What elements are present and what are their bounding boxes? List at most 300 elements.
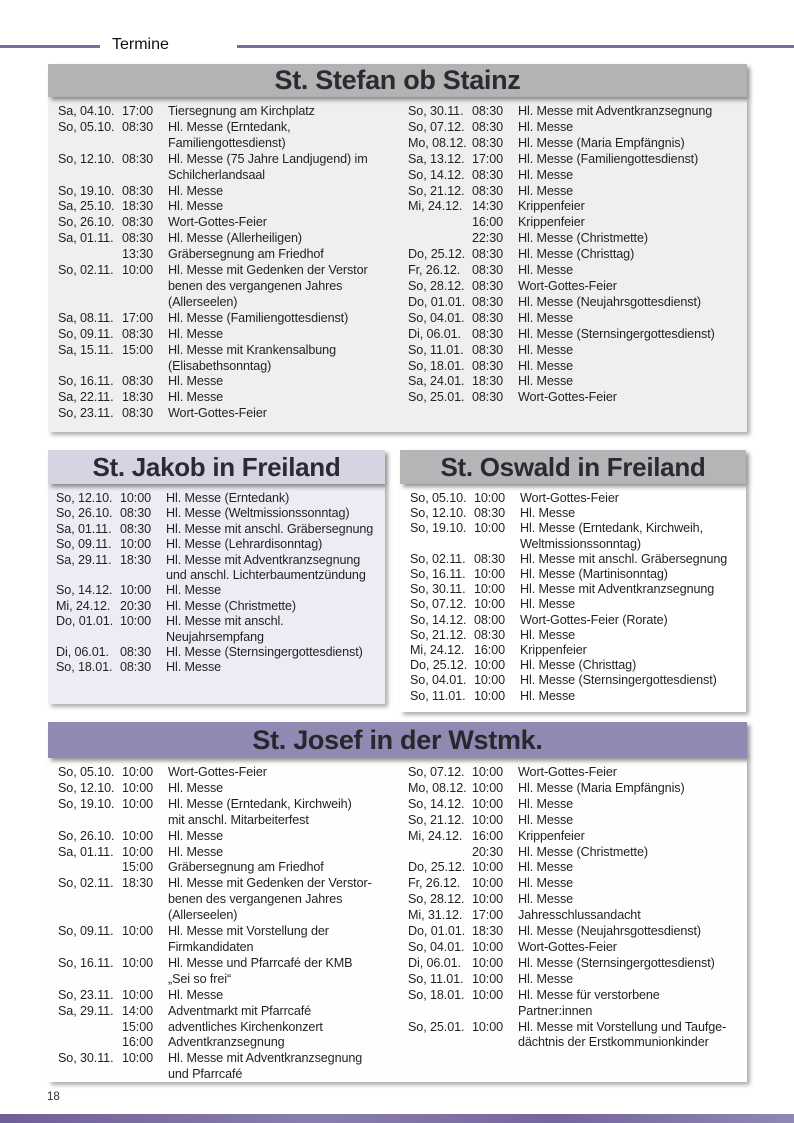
schedule-row (408, 359, 742, 375)
schedule-row (58, 199, 394, 215)
event-time: 10:00 (472, 796, 504, 811)
schedule-row (58, 295, 394, 311)
event-time: 10:00 (120, 583, 152, 598)
event-time: 10:00 (122, 263, 154, 278)
event-time: 17:00 (122, 104, 154, 118)
event-date: So, 21.12. (408, 812, 465, 827)
event-description: Hl. Messe (Familiengottesdienst) (518, 151, 699, 166)
schedule-row (58, 876, 394, 892)
event-date: Fr, 26.12. (408, 263, 461, 278)
event-date (58, 813, 122, 829)
schedule-row (58, 311, 394, 327)
event-date: So, 21.12. (410, 627, 467, 642)
event-time: 08:30 (472, 390, 504, 405)
event-date: So, 12.10. (56, 491, 113, 505)
event-date: Mi, 24.12. (56, 598, 111, 613)
section-title-st-stefan: St. Stefan ob Stainz (48, 64, 747, 97)
schedule-row (408, 247, 742, 263)
schedule-row (58, 988, 394, 1004)
event-date: Sa, 01.11. (56, 521, 112, 536)
schedule-row (58, 908, 394, 924)
schedule-row (410, 567, 742, 582)
schedule-row (408, 988, 742, 1004)
event-date: So, 07.12. (408, 119, 465, 134)
event-date: Do, 01.01. (56, 614, 114, 629)
event-date: So, 12.10. (58, 151, 115, 166)
schedule-row (408, 136, 742, 152)
schedule-row (58, 343, 394, 359)
event-description: Hl. Messe (518, 263, 574, 278)
schedule-row (58, 829, 394, 845)
event-date: So, 07.12. (410, 597, 467, 612)
event-description: dächtnis der Erstkommunionkinder (518, 1035, 709, 1050)
schedule-row (58, 972, 394, 988)
event-description: Hl. Messe mit Adventkranzsegnung (168, 1051, 363, 1066)
page-section-title: Termine (112, 36, 169, 53)
schedule-row (410, 506, 742, 521)
event-time: 08:30 (120, 506, 152, 521)
event-time: 16:00 (472, 215, 504, 230)
schedule-row (58, 247, 394, 263)
schedule-row (56, 491, 380, 506)
event-date: So, 05.10. (58, 119, 115, 134)
schedule-row (58, 374, 394, 390)
event-time: 08:30 (474, 627, 506, 642)
event-date (58, 1067, 122, 1083)
event-date: So, 28.12. (408, 278, 465, 293)
event-time: 16:00 (122, 1035, 154, 1050)
event-date: Mi, 24.12. (410, 643, 465, 658)
event-date: So, 02.11. (58, 263, 114, 278)
schedule-row (410, 597, 742, 612)
event-description: Hl. Messe (Neujahrsgottesdienst) (518, 294, 701, 309)
event-date: Mi, 31.12. (408, 908, 463, 923)
event-time: 08:30 (122, 151, 154, 166)
event-time: 17:00 (122, 310, 154, 325)
schedule-row (58, 152, 394, 168)
schedule-row (408, 215, 742, 231)
event-time (122, 359, 168, 375)
event-time: 08:30 (120, 645, 152, 660)
event-description: Hl. Messe mit Vorstellung der (168, 924, 329, 939)
schedule-row (408, 1020, 742, 1036)
schedule-row (410, 673, 742, 688)
event-time: 18:30 (472, 374, 504, 389)
event-date: So, 05.10. (58, 765, 115, 779)
event-date: So, 12.10. (58, 780, 115, 795)
event-description: Gräbersegnung am Friedhof (168, 860, 324, 875)
event-time: 10:00 (122, 987, 154, 1002)
section-title-st-oswald: St. Oswald in Freiland (400, 450, 746, 484)
schedule-row (408, 924, 742, 940)
event-date: So, 09.11. (56, 537, 112, 552)
event-time: 10:00 (122, 828, 154, 843)
schedule-row (408, 876, 742, 892)
event-time: 08:30 (472, 167, 504, 182)
event-description: Hl. Messe mit Adventkranzsegnung (518, 104, 713, 118)
event-time: 10:00 (474, 582, 506, 597)
event-date (408, 231, 472, 247)
schedule-row (56, 660, 380, 675)
schedule-row (58, 231, 394, 247)
event-description: Firmkandidaten (168, 939, 254, 954)
schedule-row (58, 781, 394, 797)
event-time: 10:00 (472, 876, 504, 891)
header-rule-left (0, 45, 100, 48)
event-description: Krippenfeier (518, 828, 585, 843)
event-description: Tiersegnung am Kirchplatz (168, 104, 315, 118)
event-description: Hl. Messe (520, 688, 576, 703)
event-description: Hl. Messe (Erntedank, (168, 119, 291, 134)
event-time (122, 813, 168, 829)
event-time (122, 136, 168, 152)
event-date: Sa, 04.10. (58, 104, 115, 118)
event-time: 08:30 (122, 231, 154, 246)
event-description: Hl. Messe (Christmette) (518, 231, 648, 246)
schedule-row (408, 829, 742, 845)
event-description: Wort-Gottes-Feier (Rorate) (520, 612, 668, 627)
event-time: 08:30 (472, 263, 504, 278)
event-description: Hl. Messe (168, 390, 224, 405)
event-time (122, 279, 168, 295)
schedule-row (58, 797, 394, 813)
event-time: 08:30 (472, 183, 504, 198)
event-time: 15:00 (122, 1019, 154, 1034)
event-time (122, 972, 168, 988)
event-description: Hl. Messe (518, 971, 574, 986)
event-time: 10:00 (472, 892, 504, 907)
event-date: Mo, 08.12. (408, 135, 467, 150)
event-date (58, 940, 122, 956)
section-title-st-josef: St. Josef in der Wstmk. (48, 722, 747, 758)
event-time: 10:00 (122, 955, 154, 970)
schedule-column (410, 491, 742, 704)
schedule-row (410, 537, 742, 552)
event-description: Hl. Messe mit Gedenken der Verstor- (168, 876, 372, 891)
event-description: (Elisabethsonntag) (168, 358, 272, 373)
event-date: So, 04.01. (408, 310, 465, 325)
event-date: So, 14.12. (408, 796, 465, 811)
schedule-row (408, 104, 742, 120)
schedule-row (58, 1035, 394, 1051)
schedule-column-left (58, 104, 394, 422)
schedule-row (408, 781, 742, 797)
event-description: Hl. Messe (Lehrardisonntag) (166, 537, 323, 552)
event-date: So, 09.11. (58, 924, 114, 939)
event-date (408, 215, 472, 231)
event-date: Do, 01.01. (408, 294, 466, 309)
event-description: Wort-Gottes-Feier (520, 491, 619, 505)
schedule-row (408, 295, 742, 311)
event-date: So, 05.10. (410, 491, 467, 505)
event-date: Sa, 13.12. (408, 151, 465, 166)
event-description: Gräbersegnung am Friedhof (168, 247, 324, 262)
event-time: 08:30 (122, 183, 154, 198)
event-date (58, 295, 122, 311)
event-description: benen des vergangenen Jahres (168, 278, 343, 293)
event-time: 10:00 (122, 1051, 154, 1066)
schedule-row (408, 1004, 742, 1020)
schedule-row (408, 845, 742, 861)
event-time: 20:30 (472, 844, 504, 859)
event-description: Hl. Messe (518, 119, 574, 134)
event-description: Hl. Messe (168, 844, 224, 859)
event-date: So, 30.11. (58, 1051, 114, 1066)
event-date: So, 04.01. (410, 673, 467, 688)
event-description: Hl. Messe (Christmette) (166, 598, 296, 613)
event-description: Hl. Messe (Allerheiligen) (168, 231, 302, 246)
schedule-row (58, 892, 394, 908)
schedule-row (56, 553, 380, 568)
event-date: Do, 01.01. (408, 924, 466, 939)
event-time: 08:30 (474, 506, 506, 521)
schedule-row (58, 184, 394, 200)
event-date: So, 04.01. (408, 939, 465, 954)
schedule-row (58, 845, 394, 861)
schedule-row (58, 956, 394, 972)
event-description: Hl. Messe (168, 199, 224, 214)
event-date (58, 279, 122, 295)
event-description: benen des vergangenen Jahres (168, 892, 343, 907)
section-body-st-oswald (400, 484, 746, 712)
event-date: So, 23.11. (58, 406, 114, 421)
event-date: So, 19.10. (58, 183, 115, 198)
event-description: Hl. Messe (518, 796, 574, 811)
section-st-josef (48, 722, 747, 1082)
event-time: 17:00 (472, 908, 504, 923)
header-rule-right (237, 45, 794, 48)
schedule-row (56, 599, 380, 614)
event-time: 10:00 (122, 844, 154, 859)
event-date: So, 23.11. (58, 987, 114, 1002)
schedule-row (408, 231, 742, 247)
event-time: 14:30 (472, 199, 504, 214)
event-date: Mi, 24.12. (408, 828, 463, 843)
schedule-column-left (58, 765, 394, 1083)
event-time: 08:30 (472, 119, 504, 134)
event-description: (Allerseelen) (168, 908, 238, 923)
event-description: Hl. Messe (518, 358, 574, 373)
event-date: So, 30.11. (408, 104, 464, 118)
event-date: So, 14.12. (56, 583, 113, 598)
event-time: 08:30 (472, 294, 504, 309)
event-description: Hl. Messe (518, 876, 574, 891)
event-date (56, 630, 120, 645)
schedule-row (410, 552, 742, 567)
event-time: 10:00 (472, 812, 504, 827)
event-date (410, 537, 474, 552)
event-time: 18:30 (472, 924, 504, 939)
schedule-row (408, 168, 742, 184)
event-description: Hl. Messe (Christtag) (518, 247, 635, 262)
event-description: Hl. Messe und Pfarrcafé der KMB (168, 955, 353, 970)
event-date: So, 12.10. (410, 506, 467, 521)
event-description: Hl. Messe (166, 583, 222, 598)
schedule-row (58, 924, 394, 940)
event-time: 15:00 (122, 860, 154, 875)
event-time: 08:30 (122, 326, 154, 341)
event-time: 10:00 (122, 780, 154, 795)
event-time: 13:30 (122, 247, 154, 262)
event-date: So, 02.11. (410, 551, 466, 566)
event-time: 08:30 (472, 342, 504, 357)
event-time: 10:00 (472, 955, 504, 970)
event-description: Hl. Messe (168, 780, 224, 795)
event-date: Sa, 22.11. (58, 390, 114, 405)
event-date: Do, 25.12. (408, 247, 466, 262)
event-description: Hl. Messe (Martinisonntag) (520, 567, 668, 582)
event-description: Hl. Messe (520, 597, 576, 612)
event-date: Mo, 08.12. (408, 780, 467, 795)
event-description: Hl. Messe (520, 506, 576, 521)
event-description: Hl. Messe (Familiengottesdienst) (168, 310, 349, 325)
event-date: So, 07.12. (408, 765, 465, 779)
schedule-row (410, 689, 742, 704)
schedule-row (408, 184, 742, 200)
schedule-row (408, 908, 742, 924)
event-description: Hl. Messe (Erntedank, Kirchweih) (168, 796, 352, 811)
event-description: Hl. Messe mit Vorstellung und Taufge- (518, 1019, 727, 1034)
event-description: Krippenfeier (518, 199, 585, 214)
event-description: Hl. Messe (520, 627, 576, 642)
event-time (122, 908, 168, 924)
event-time: 08:30 (472, 278, 504, 293)
event-time: 10:00 (474, 567, 506, 582)
schedule-column-right (408, 104, 742, 406)
event-description: Hl. Messe (75 Jahre Landjugend) im (168, 151, 368, 166)
schedule-row (56, 568, 380, 583)
schedule-row (408, 327, 742, 343)
schedule-row (408, 797, 742, 813)
event-description: Hl. Messe (518, 812, 574, 827)
event-date: So, 16.11. (58, 955, 114, 970)
event-description: Krippenfeier (520, 643, 587, 658)
event-date: Sa, 01.11. (58, 844, 114, 859)
event-time: 16:00 (472, 828, 504, 843)
event-time (122, 892, 168, 908)
event-time: 10:00 (474, 673, 506, 688)
schedule-row (408, 343, 742, 359)
event-description: Hl. Messe (168, 183, 224, 198)
schedule-row (410, 658, 742, 673)
event-description: Hl. Messe (Erntedank) (166, 491, 290, 505)
event-date: So, 18.01. (408, 358, 465, 373)
event-date: Di, 06.01. (56, 645, 109, 660)
event-time (472, 1035, 518, 1051)
event-date: So, 16.11. (410, 567, 466, 582)
event-date: Sa, 15.11. (58, 342, 114, 357)
event-date (58, 892, 122, 908)
event-description: Hl. Messe (166, 660, 222, 675)
event-date: So, 09.11. (58, 326, 114, 341)
schedule-row (408, 263, 742, 279)
event-date: Sa, 01.11. (58, 231, 114, 246)
event-description: Hl. Messe (Weltmissionssonntag) (166, 506, 350, 521)
event-time: 08:00 (474, 612, 506, 627)
event-date: So, 14.12. (408, 167, 465, 182)
event-description: Wort-Gottes-Feier (168, 765, 267, 779)
event-time: 10:00 (122, 796, 154, 811)
event-date: So, 26.10. (58, 828, 115, 843)
event-date (58, 1020, 122, 1036)
event-time: 08:30 (120, 660, 152, 675)
event-description: Hl. Messe (Sternsingergottesdienst) (518, 955, 715, 970)
event-description: Hl. Messe (168, 987, 224, 1002)
event-time: 08:30 (472, 247, 504, 262)
event-description: Krippenfeier (518, 215, 585, 230)
event-date (56, 568, 120, 583)
event-time: 10:00 (122, 924, 154, 939)
event-description: Hl. Messe (Erntedank, Kirchweih, (520, 521, 703, 536)
event-date: Sa, 24.01. (408, 374, 465, 389)
schedule-row (410, 582, 742, 597)
event-time: 10:00 (120, 614, 152, 629)
event-description: Hl. Messe (168, 326, 224, 341)
schedule-row (408, 152, 742, 168)
event-time: 10:00 (474, 521, 506, 536)
event-time: 18:30 (122, 199, 154, 214)
event-description: Hl. Messe (518, 310, 574, 325)
event-description: Hl. Messe (Christtag) (520, 658, 637, 673)
event-description: Hl. Messe (Sternsingergottesdienst) (518, 326, 715, 341)
event-date: Mi, 24.12. (408, 199, 463, 214)
event-description: Partner:innen (518, 1003, 593, 1018)
schedule-row (410, 643, 742, 658)
event-time: 08:30 (472, 135, 504, 150)
event-date (58, 972, 122, 988)
event-date (58, 136, 122, 152)
schedule-row (56, 583, 380, 598)
event-description: mit anschl. Mitarbeiterfest (168, 812, 309, 827)
event-description: Adventmarkt mit Pfarrcafé (168, 1003, 312, 1018)
event-time: 10:00 (472, 765, 504, 779)
event-description: Hl. Messe mit Adventkranzsegnung (166, 552, 361, 567)
event-description: Adventkranzsegnung (168, 1035, 285, 1050)
event-description: Hl. Messe mit Krankensalbung (168, 342, 336, 357)
event-time: 08:30 (122, 406, 154, 421)
event-description: (Allerseelen) (168, 294, 238, 309)
event-description: adventliches Kirchenkonzert (168, 1019, 323, 1034)
event-time: 16:00 (474, 643, 506, 658)
event-date (58, 860, 122, 876)
event-date: Sa, 08.11. (58, 310, 114, 325)
schedule-row (58, 1051, 394, 1067)
event-description: Neujahrsempfang (166, 629, 264, 644)
event-description: Wort-Gottes-Feier (168, 406, 267, 421)
schedule-row (58, 215, 394, 231)
schedule-row (58, 1020, 394, 1036)
event-time (122, 168, 168, 184)
schedule-row (56, 506, 380, 521)
event-date: So, 26.10. (58, 215, 115, 230)
schedule-row (56, 614, 380, 629)
page-number: 18 (47, 1091, 60, 1103)
schedule-row (408, 199, 742, 215)
event-description: Hl. Messe (Sternsingergottesdienst) (520, 673, 717, 688)
event-description: Wort-Gottes-Feier (518, 939, 617, 954)
schedule-row (410, 491, 742, 506)
schedule-row (58, 263, 394, 279)
event-description: Hl. Messe (Sternsingergottesdienst) (166, 645, 363, 660)
event-date: Sa, 29.11. (56, 552, 112, 567)
section-st-stefan (48, 64, 747, 432)
event-time: 10:00 (472, 987, 504, 1002)
event-time (474, 537, 520, 552)
event-description: Hl. Messe mit Gedenken der Verstor (168, 263, 368, 278)
schedule-row (408, 956, 742, 972)
event-time (120, 568, 166, 583)
event-description: Wort-Gottes-Feier (168, 215, 267, 230)
